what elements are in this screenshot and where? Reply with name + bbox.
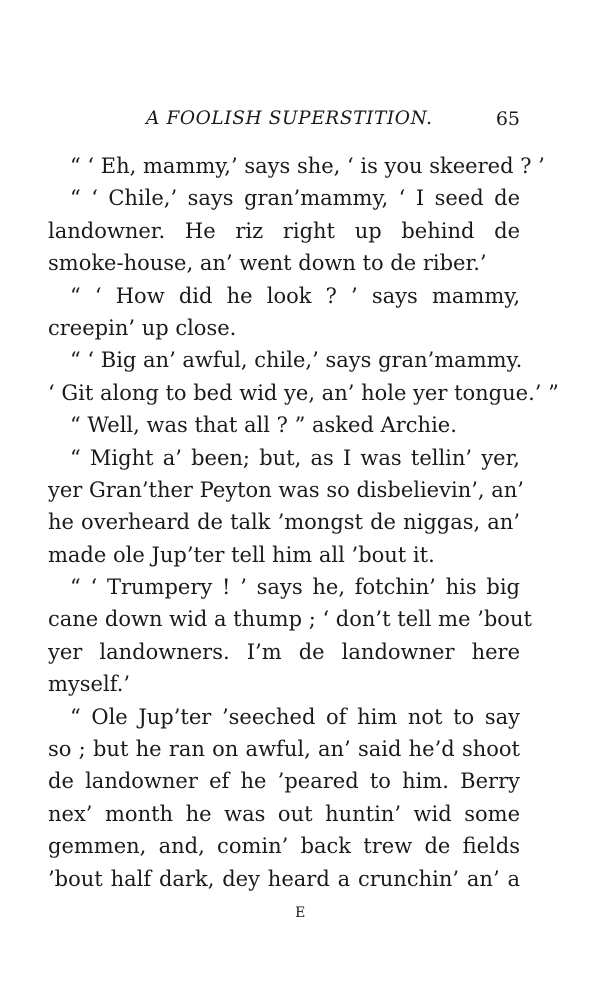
text-line: so ; but he ran on awful, an’ said he’d shoot: [48, 737, 520, 762]
text-line: “ ‘ Big an’ awful, chile,’ says gran’mammy.: [70, 348, 523, 373]
text-line: “ Might a’ been; but, as I was tellin’ yer,: [70, 445, 520, 470]
body-text: [48, 150, 559, 895]
running-header: [48, 108, 520, 138]
text-line: he overheard de talk ’mongst de niggas, an’: [48, 510, 520, 535]
running-title: A FOOLISH SUPERSTITION.: [146, 108, 433, 129]
text-line: “ ‘ Trumpery ! ’ says he, fotchin’ his big: [70, 575, 520, 600]
text-line: ‘ Git along to bed wid ye, an’ hole yer tongue.’ ”: [48, 380, 559, 405]
text-line: “ Well, was that all ? ” asked Archie.: [70, 413, 457, 438]
text-line: creepin’ up close.: [48, 315, 237, 340]
text-line: de landowner ef he ’peared to him. Berry: [48, 769, 520, 794]
text-line: yer Gran’ther Peyton was so disbelievin’, an’: [48, 477, 524, 502]
text-line: cane down wid a thump ; ‘ don’t tell me ’bout: [48, 607, 532, 632]
page-number: 65: [495, 108, 520, 130]
text-line: “ ‘ Eh, mammy,’ says she, ‘ is you skeered ? ’: [70, 154, 545, 178]
text-line: myself.’: [48, 672, 131, 697]
text-line: “ ‘ How did he look ? ’ says mammy,: [70, 283, 520, 308]
text-line: nex’ month he was out huntin’ wid some: [48, 801, 520, 826]
text-line: ’bout half dark, dey heard a crunchin’ an’ a: [48, 866, 520, 891]
text-line: made ole Jup’ter tell him all ’bout it.: [48, 542, 435, 567]
text-line: smoke-house, an’ went down to de riber.’: [48, 251, 487, 276]
text-line: gemmen, and, comin’ back trew de fields: [48, 834, 520, 859]
text-line: “ Ole Jup’ter ’seeched of him not to say: [70, 704, 520, 729]
signature-mark: E: [295, 905, 306, 921]
text-line: landowner. He riz right up behind de: [48, 218, 520, 243]
text-line: yer landowners. I’m de landowner here: [48, 639, 520, 664]
text-line: “ ‘ Chile,’ says gran’mammy, ‘ I seed de: [70, 186, 520, 211]
